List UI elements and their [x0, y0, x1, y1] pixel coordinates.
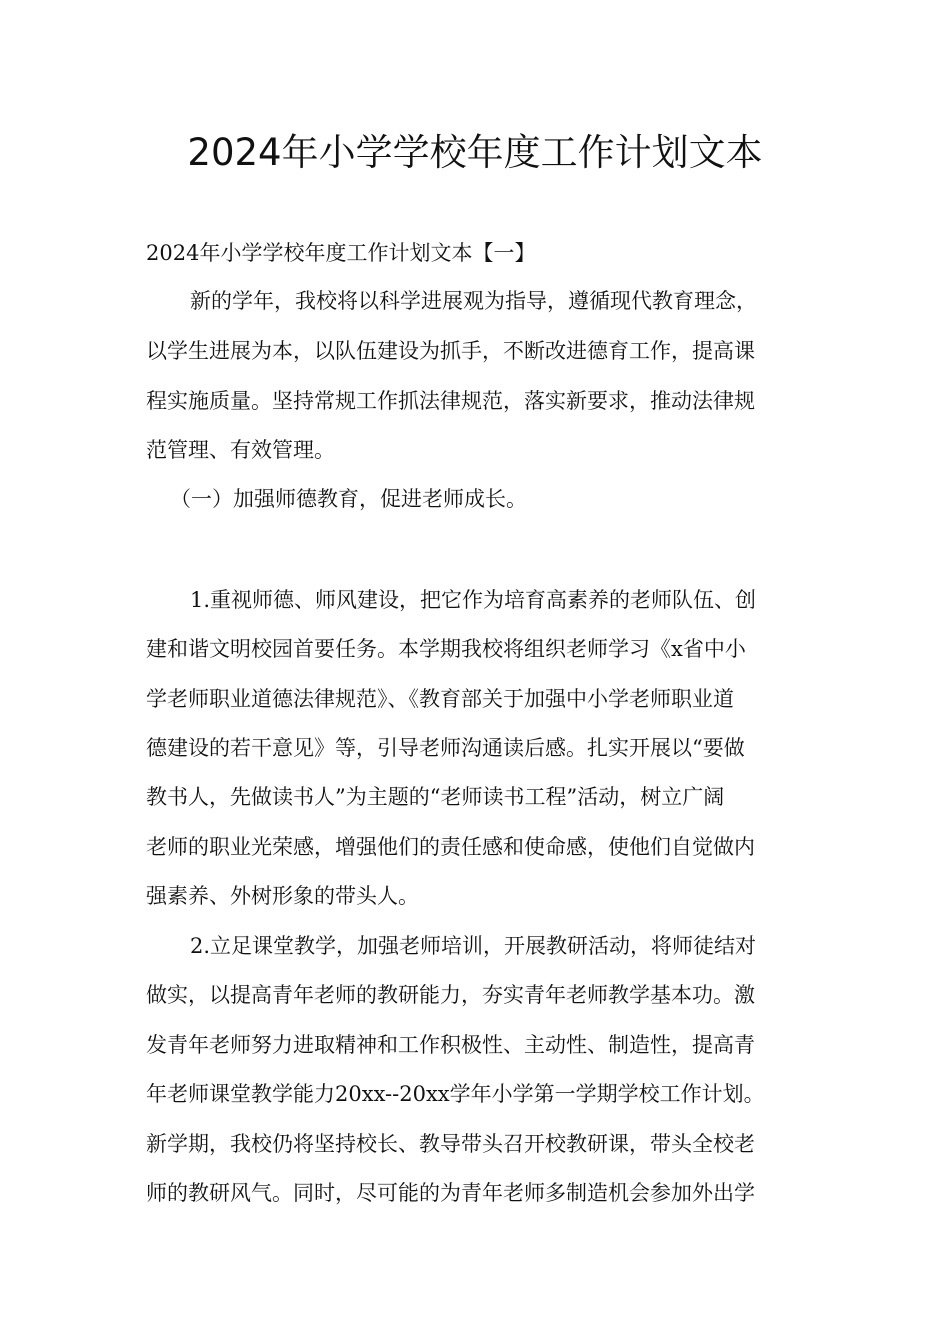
item1-line: 德建设的若干意见》等，引导老师沟通读后感。扎实开展以“要做 — [146, 736, 745, 760]
item1-line: 学老师职业道德法律规范》、《教育部关于加强中小学老师职业道 — [146, 687, 734, 711]
intro-line: 范管理、有效管理。 — [146, 438, 335, 462]
item1-line: 老师的职业光荣感，增强他们的责任感和使命感，使他们自觉做内 — [146, 835, 755, 859]
item1-line: 1.重视师德、师风建设，把它作为培育高素养的老师队伍、创 — [190, 588, 757, 612]
subheading: （一）加强师德教育，促进老师成长。 — [170, 487, 527, 511]
document-title: 2024年小学学校年度工作计划文本 — [187, 131, 763, 174]
section-heading: 2024年小学学校年度工作计划文本【一】 — [146, 241, 536, 265]
item2-line: 新学期，我校仍将坚持校长、教导带头召开校教研课，带头全校老 — [146, 1132, 755, 1156]
item2-line: 年老师课堂教学能力20xx--20xx学年小学第一学期学校工作计划。 — [146, 1082, 765, 1106]
item2-line: 师的教研风气。同时，尽可能的为青年老师多制造机会参加外出学 — [146, 1181, 755, 1205]
intro-line: 程实施质量。坚持常规工作抓法律规范，落实新要求，推动法律规 — [146, 389, 755, 413]
item1-line: 强素养、外树形象的带头人。 — [146, 884, 419, 908]
intro-line: 以学生进展为本，以队伍建设为抓手，不断改进德育工作，提高课 — [146, 339, 755, 363]
item2-line: 发青年老师努力进取精神和工作积极性、主动性、制造性，提高青 — [146, 1033, 755, 1057]
intro-line: 新的学年，我校将以科学进展观为指导，遵循现代教育理念， — [190, 289, 757, 313]
item2-line: 做实，以提高青年老师的教研能力，夯实青年老师教学基本功。激 — [146, 983, 755, 1007]
item2-line: 2.立足课堂教学，加强老师培训，开展教研活动，将师徒结对 — [190, 934, 757, 958]
item1-line: 建和谐文明校园首要任务。本学期我校将组织老师学习《x省中小 — [146, 637, 746, 661]
item1-line: 教书人，先做读书人”为主题的“老师读书工程”活动，树立广阔 — [146, 785, 725, 809]
